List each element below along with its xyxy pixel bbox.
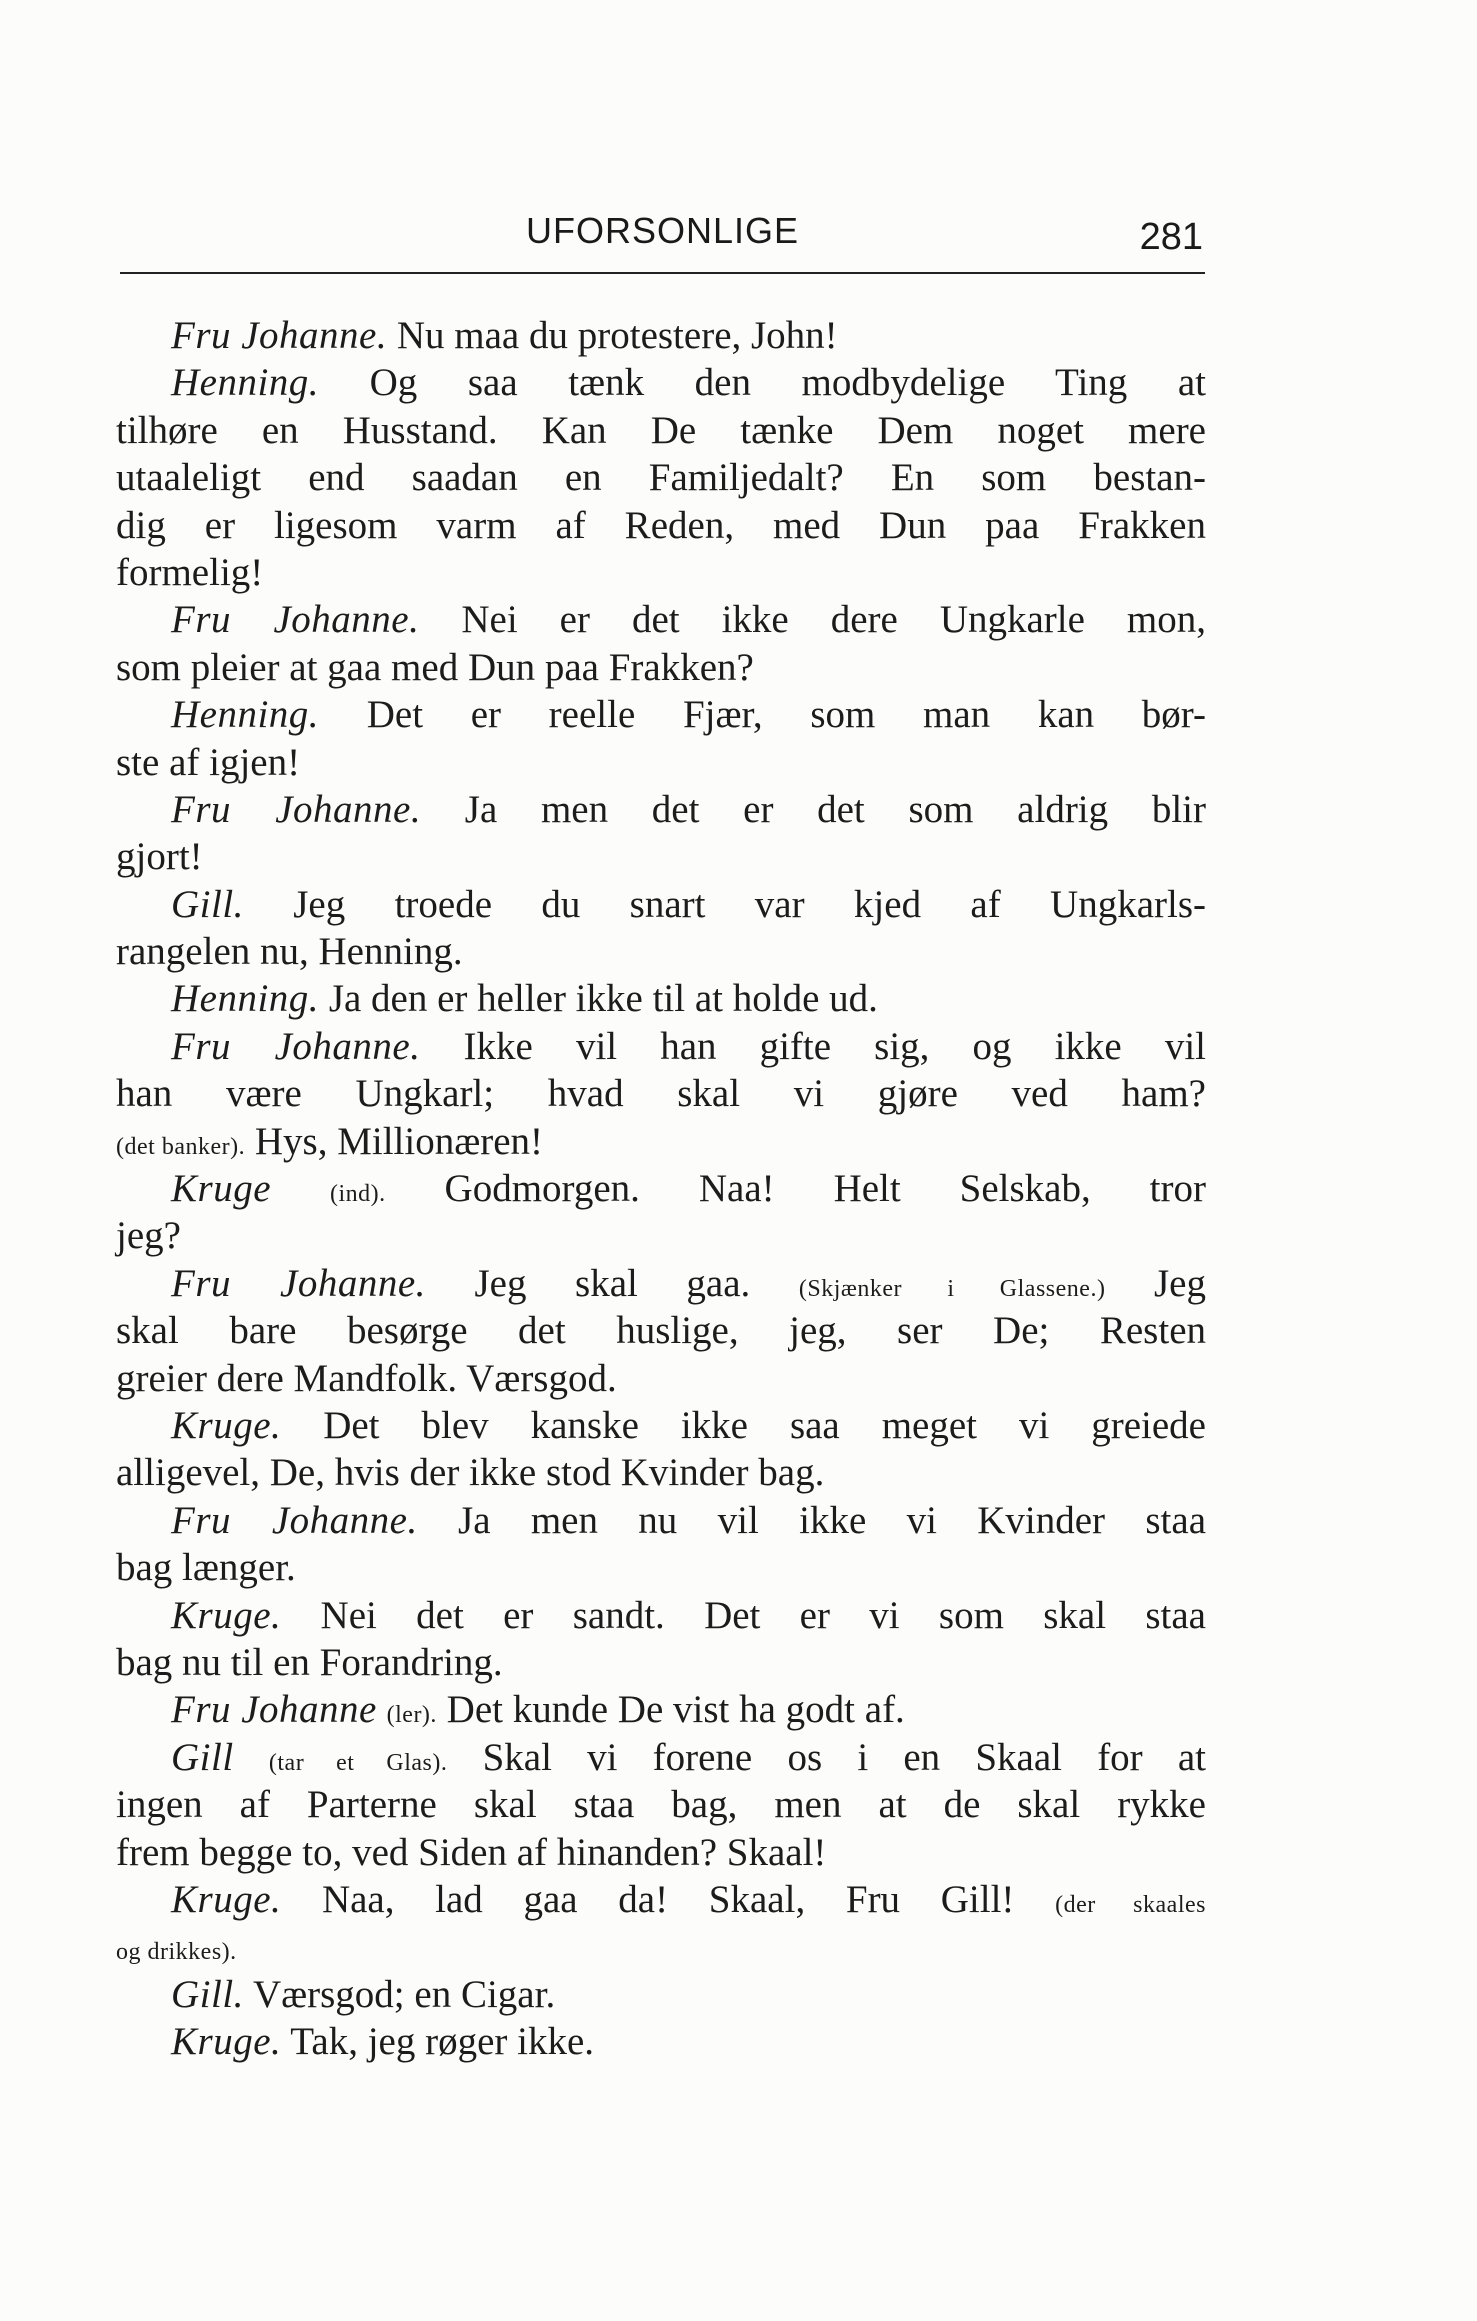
text-line — [116, 1497, 1206, 1544]
dialogue-text: Jeg — [1105, 1261, 1206, 1305]
dialogue-text: Ja men det er det som aldrig blir — [421, 787, 1206, 831]
dialogue-text: dig er ligesom varm af Reden, med Dun paa Frakken — [116, 503, 1206, 547]
text-line — [116, 833, 1206, 880]
text-line — [116, 502, 1206, 549]
dialogue-text — [377, 1688, 387, 1731]
dialogue-text: bag længer. — [116, 1546, 296, 1590]
text-line — [116, 1023, 1206, 1070]
speaker-name: Kruge — [171, 1167, 271, 1211]
text-line — [116, 1402, 1206, 1449]
dialogue-text: formelig! — [116, 550, 264, 594]
stage-direction: (ler). — [386, 1702, 437, 1729]
text-line — [116, 739, 1206, 786]
stage-direction: (der skaales — [1055, 1891, 1206, 1918]
text-line — [116, 359, 1206, 406]
dialogue-text: Nei er det ikke dere Ungkarle mon, — [419, 598, 1207, 642]
text-line — [116, 1544, 1206, 1591]
speaker-name: Henning. — [171, 693, 320, 737]
dialogue-text: Ja den er heller ikke til at holde ud. — [319, 977, 878, 1021]
dialogue-text: Hys, Millionæren! — [245, 1119, 544, 1163]
speaker-name: Gill — [171, 1735, 234, 1779]
text-line — [116, 1355, 1206, 1402]
running-title: UFORSONLIGE — [525, 210, 800, 251]
speaker-name: Fru Johanne. — [171, 1498, 418, 1542]
text-line — [116, 1070, 1206, 1117]
dialogue-text — [116, 312, 1206, 2065]
speaker-name: Fru Johanne. — [171, 1024, 421, 1068]
dialogue-text: Jeg troede du snart var kjed af Ungkarls- — [243, 882, 1206, 926]
text-line — [116, 1260, 1206, 1307]
speaker-name: Henning. — [171, 977, 320, 1021]
dialogue-text: som pleier at gaa med Dun paa Frakken? — [116, 645, 754, 689]
text-line — [116, 1829, 1206, 1876]
speaker-name: Henning. — [171, 361, 320, 405]
dialogue-text: utaaleligt end saadan en Familjedalt? En som bestan- — [116, 456, 1206, 500]
text-line — [116, 691, 1206, 738]
speaker-name: Fru Johanne. — [171, 598, 420, 642]
text-line — [116, 1686, 1206, 1733]
text-line — [116, 1118, 1206, 1165]
stage-direction: (tar et Glas). — [268, 1749, 448, 1776]
text-line — [116, 1876, 1206, 1923]
dialogue-text: gjort! — [116, 835, 203, 879]
speaker-name: Kruge. — [171, 2020, 282, 2064]
text-line — [116, 1307, 1206, 1354]
dialogue-text: Jeg skal gaa. — [425, 1261, 799, 1305]
page-header — [120, 210, 1205, 274]
speaker-name: Gill. — [171, 882, 244, 926]
dialogue-text: Det kunde De vist ha godt af. — [436, 1688, 905, 1732]
text-line — [116, 1734, 1206, 1781]
text-line — [116, 1639, 1206, 1686]
dialogue-text: bag nu til en Forandring. — [116, 1640, 503, 1684]
dialogue-text: Naa, lad gaa da! Skaal, Fru Gill! — [281, 1877, 1056, 1921]
text-line — [116, 407, 1206, 454]
dialogue-text: frem begge to, ved Siden af hinanden? Skaal! — [116, 1830, 827, 1874]
dialogue-text: tilhøre en Husstand. Kan De tænke Dem noget mere — [116, 408, 1206, 452]
dialogue-text — [234, 1736, 269, 1779]
text-line — [116, 1923, 1206, 1970]
dialogue-text: Tak, jeg røger ikke. — [281, 2020, 595, 2064]
text-line — [116, 644, 1206, 691]
dialogue-text: ingen af Parterne skal staa bag, men at de skal rykke — [116, 1783, 1206, 1827]
speaker-name: Kruge. — [171, 1593, 282, 1637]
dialogue-text: ste af igjen! — [116, 740, 301, 784]
speaker-name: Fru Johanne. — [171, 787, 422, 831]
dialogue-text: Ja men nu vil ikke vi Kvinder staa — [417, 1498, 1207, 1542]
text-line — [116, 975, 1206, 1022]
text-line — [116, 1212, 1206, 1259]
stage-direction: (ind). — [329, 1181, 386, 1208]
text-line — [116, 549, 1206, 596]
speaker-name: Fru Johanne. — [171, 314, 388, 357]
stage-direction: og drikkes). — [116, 1939, 237, 1966]
dialogue-text: Ikke vil han gifte sig, og ikke vil — [420, 1024, 1207, 1068]
dialogue-text: alligevel, De, hvis der ikke stod Kvinder bag. — [116, 1451, 825, 1495]
dialogue-text: Og saa tænk den modbydelige Ting at — [319, 361, 1206, 405]
text-line — [116, 1165, 1206, 1212]
dialogue-text: Værsgod; en Cigar. — [243, 1972, 556, 2016]
dialogue-text: Det blev kanske ikke saa meget vi greiede — [281, 1403, 1206, 1447]
text-line — [116, 881, 1206, 928]
text-line — [116, 1449, 1206, 1496]
dialogue-text: Godmorgen. Naa! Helt Selskab, tror — [385, 1167, 1206, 1211]
speaker-name: Kruge. — [171, 1877, 282, 1921]
text-line — [116, 596, 1206, 643]
text-line — [116, 1781, 1206, 1828]
text-line — [116, 2018, 1206, 2065]
dialogue-text: greier dere Mandfolk. Værsgod. — [116, 1356, 617, 1400]
dialogue-text: han være Ungkarl; hvad skal vi gjøre ved ham? — [116, 1072, 1206, 1116]
dialogue-text: Nu maa du protestere, John! — [387, 314, 838, 357]
dialogue-text: rangelen nu, Henning. — [116, 930, 463, 974]
text-line — [116, 312, 1206, 359]
dialogue-text — [271, 1167, 330, 1210]
text-line — [116, 454, 1206, 501]
speaker-name: Fru Johanne — [171, 1688, 377, 1732]
speaker-name: Gill. — [171, 1972, 244, 2016]
dialogue-text: Skal vi forene os i en Skaal for at — [447, 1735, 1207, 1779]
stage-direction: (Skjænker i Glassene.) — [798, 1275, 1106, 1302]
speaker-name: Fru Johanne. — [171, 1261, 426, 1305]
text-line — [116, 1971, 1206, 2018]
text-line — [116, 928, 1206, 975]
dialogue-text: Nei det er sandt. Det er vi som skal staa — [281, 1593, 1206, 1637]
stage-direction: (det banker). — [116, 1133, 246, 1160]
speaker-name: Kruge. — [171, 1403, 282, 1447]
dialogue-text: jeg? — [116, 1214, 181, 1258]
text-line — [116, 1592, 1206, 1639]
dialogue-text: skal bare besørge det huslige, jeg, ser De; Resten — [116, 1309, 1206, 1353]
page-number: 281 — [1139, 216, 1203, 258]
text-line — [116, 786, 1206, 833]
dialogue-text: Det er reelle Fjær, som man kan bør- — [319, 693, 1206, 737]
